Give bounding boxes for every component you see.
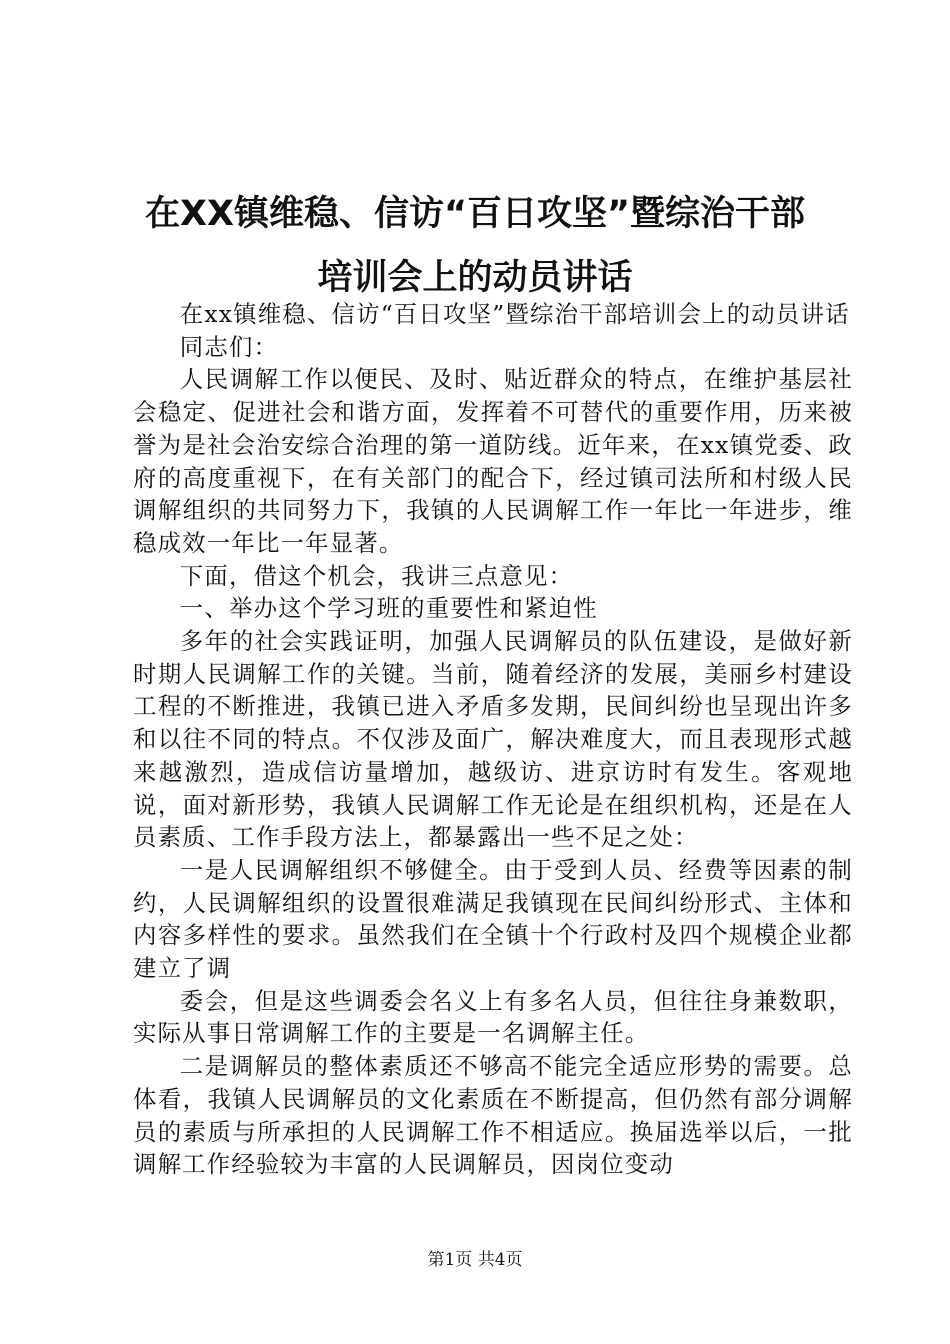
paragraph: 委会，但是这些调委会名义上有多名人员，但往往身兼数职，实际从事日常调解工作的主要是一名调解主任。 — [133, 986, 853, 1048]
page-footer: 第1页 共4页 — [427, 1250, 523, 1270]
document-title-line-1: 在XX镇维稳、信访“百日攻坚”暨综治干部 — [145, 194, 805, 234]
paragraph: 二是调解员的整体素质还不够高不能完全适应形势的需要。总体看，我镇人民调解员的文化素质在不断提高，但仍然有部分调解员的素质与所承担的人民调解工作不相适应。换届选举以后，一批调解工作经验较为丰富的人民调解员，因岗位变动 — [133, 1052, 853, 1179]
paragraph: 下面，借这个机会，我讲三点意见： — [179, 561, 574, 590]
paragraph: 在xx镇维稳、信访“百日攻坚”暨综治干部培训会上的动员讲话 — [179, 300, 850, 328]
paragraph: 多年的社会实践证明，加强人民调解员的队伍建设，是做好新时期人民调解工作的关键。当前，随着经济的发展，美丽乡村建设工程的不断推进，我镇已进入矛盾多发期，民间纠纷也呈现出许多和以往不同的特点。不仅涉及面广，解决难度大，而且表现形式越来越激烈，造成信访量增加，越级访、进京访时有发生。客观地说，面对新形势，我镇人民调解工作无论是在组织机构，还是在人员素质、工作手段方法上，都暴露出一些不足之处： — [133, 627, 853, 852]
document-title-line-2: 培训会上的动员讲话 — [317, 258, 633, 298]
section-heading: 一、举办这个学习班的重要性和紧迫性 — [179, 594, 598, 623]
paragraph: 同志们： — [179, 332, 279, 361]
paragraph: 人民调解工作以便民、及时、贴近群众的特点，在维护基层社会稳定、促进社会和谐方面，发挥着不可替代的重要作用，历来被誉为是社会治安综合治理的第一道防线。近年来，在xx镇党委、政府的高度重视下，在有关部门的配合下，经过镇司法所和村级人民调解组织的共同努力下，我镇的人民调解工作一年比一年进步，维稳成效一年比一年显著。 — [133, 365, 853, 557]
document-body — [133, 298, 853, 1181]
paragraph: 一是人民调解组织不够健全。由于受到人员、经费等因素的制约，人民调解组织的设置很难满足我镇现在民间纠纷形式、主体和内容多样性的要求。虽然我们在全镇十个行政村及四个规模企业都建立了调 — [133, 855, 853, 983]
